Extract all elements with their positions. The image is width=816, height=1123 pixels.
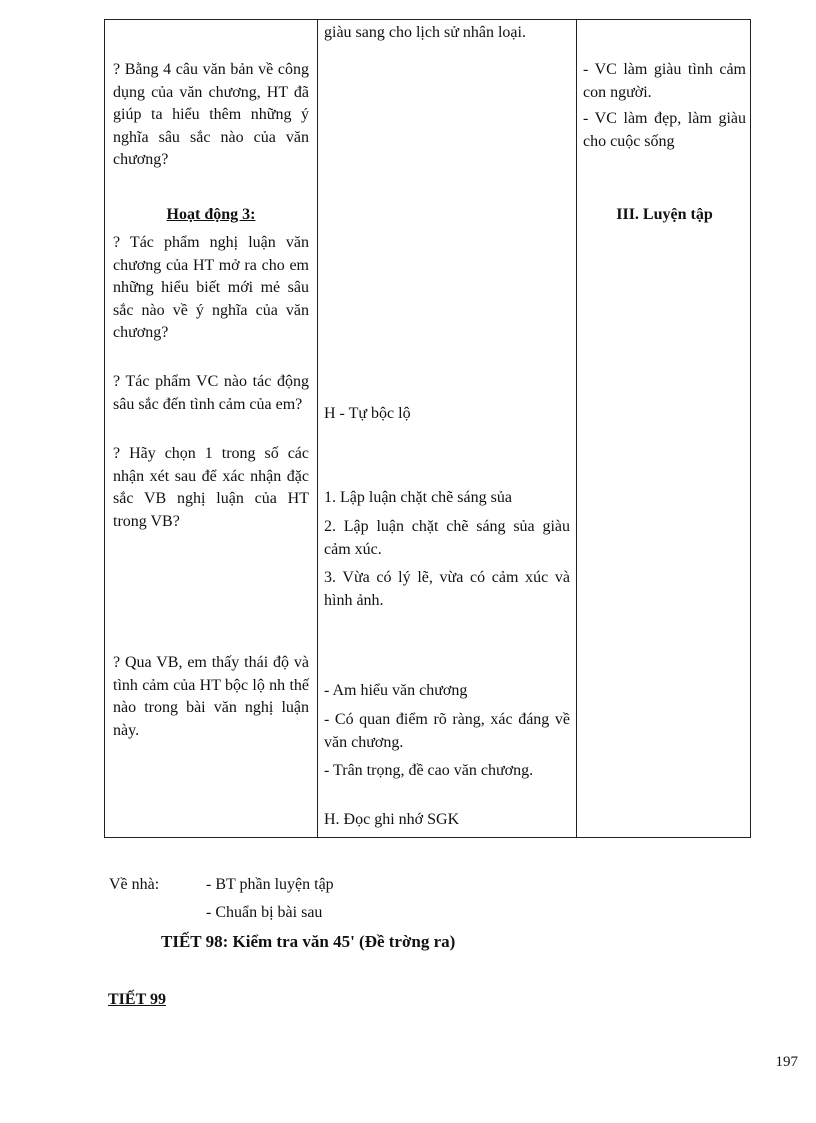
answer-3: H - Tự bộc lộ [324, 405, 411, 422]
homework-item-1: - BT phần luyện tập [206, 876, 334, 893]
option-1: 1. Lập luận chặt chẽ sáng sủa [324, 489, 512, 506]
question-2: ? Tác phẩm nghị luận văn chương của HT mở ra cho em những hiểu biết mới mẻ sâu sắc nào về ý nghĩa của văn chương? [113, 234, 309, 341]
section-heading: III. Luyện tập [616, 206, 713, 223]
next-lesson-title: Kiểm tra văn 45' (Đề trờng ra) [232, 932, 456, 951]
option-2: 2. Lập luận chặt chẽ sáng sủa giàu cảm xúc. [324, 518, 570, 558]
c3-point-1: - VC làm giàu tình cảm con người. [583, 61, 746, 101]
answer-5-4: H. Đọc ghi nhớ SGK [324, 811, 460, 828]
c2-intro: giàu sang cho lịch sử nhân loại. [324, 24, 526, 41]
c3-point-2: - VC làm đẹp, làm giàu cho cuộc sống [583, 110, 746, 150]
question-5: ? Qua VB, em thấy thái độ và tình cảm của HT bộc lộ nh thế nào trong bài văn nghị luận này. [113, 654, 309, 739]
option-3: 3. Vừa có lý lẽ, vừa có cảm xúc và hình ảnh. [324, 569, 570, 609]
column-divider [576, 20, 577, 837]
next-lesson [161, 931, 455, 953]
answer-5-3: - Trân trọng, đề cao văn chương. [324, 762, 534, 779]
column-divider [317, 20, 318, 837]
activity-3-heading: Hoạt động 3: [166, 206, 256, 223]
homework-item-2: - Chuẩn bị bài sau [206, 904, 323, 921]
question-4: ? Hãy chọn 1 trong số các nhận xét sau để xác nhận đặc sắc VB nghị luận của HT trong VB? [113, 445, 309, 530]
answer-5-2: - Có quan điểm rõ ràng, xác đáng về văn chương. [324, 711, 570, 751]
lesson-99-heading: TIẾT 99 [108, 991, 166, 1008]
page-number: 197 [775, 1054, 798, 1070]
lesson-table [104, 19, 751, 838]
question-1: ? Bằng 4 câu văn bản về công dụng của văn chương, HT đã giúp ta hiểu thêm những ý nghĩa sâu sắc nào của văn chương? [113, 61, 309, 168]
homework-label: Về nhà: [109, 876, 160, 893]
question-3: ? Tác phẩm VC nào tác động sâu sắc đến tình cảm của em? [113, 373, 309, 413]
answer-5-1: - Am hiểu văn chương [324, 682, 468, 699]
next-lesson-label: TIẾT 98: [161, 932, 229, 951]
